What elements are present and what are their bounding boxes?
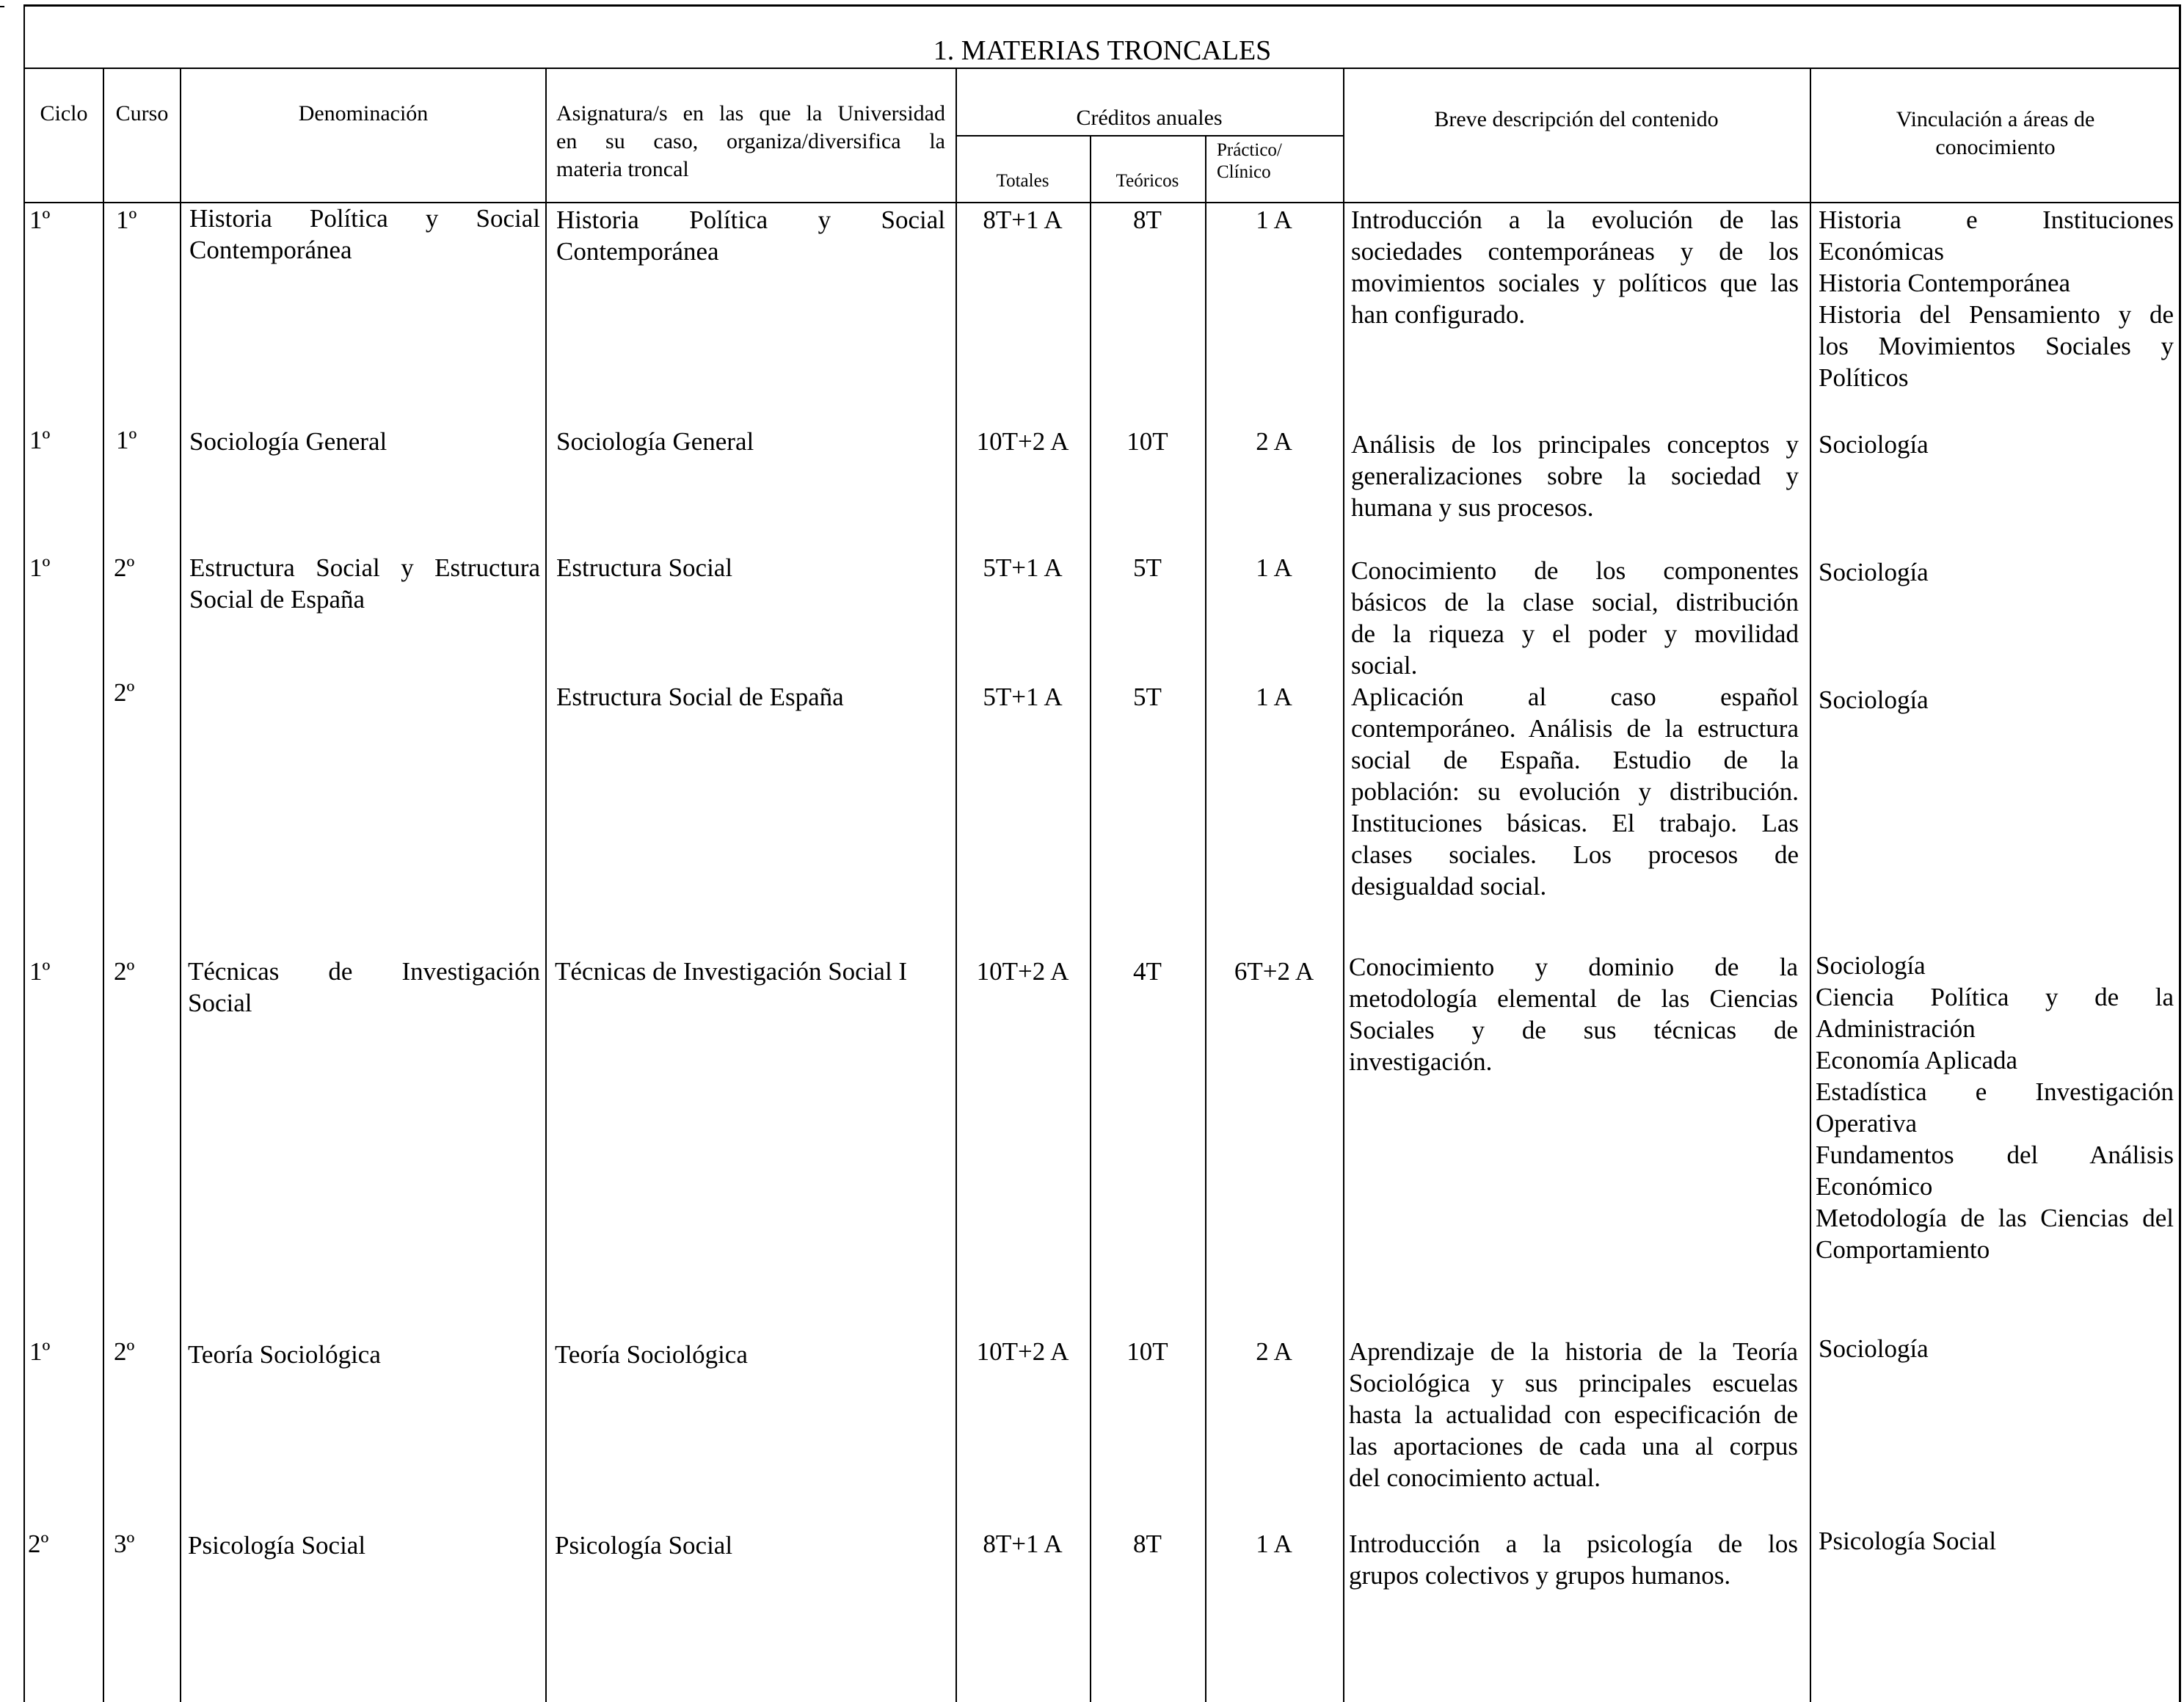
cell-practico: 2 A bbox=[1256, 427, 1292, 456]
header-ciclo: Ciclo bbox=[40, 101, 88, 126]
cell-teoricos: 8T bbox=[1133, 206, 1162, 234]
cell-vinculacion bbox=[1819, 1525, 2174, 1557]
cell-ciclo: 1º bbox=[29, 426, 51, 454]
cell-line: Estructura Social de España bbox=[556, 683, 844, 711]
col-line-practico bbox=[1205, 135, 1206, 1702]
cell-line: Historia Política y Social bbox=[189, 204, 540, 233]
cell-totales: 5T+1 A bbox=[983, 683, 1063, 711]
cell-line: Sociales y de sus técnicas de bbox=[1349, 1016, 1798, 1044]
cell-teoricos: 4T bbox=[1133, 957, 1162, 986]
title-rule bbox=[23, 68, 2181, 69]
cell-descripcion bbox=[1349, 1528, 1798, 1591]
cell-line: Políticos bbox=[1819, 363, 1909, 392]
cell-denominacion bbox=[189, 203, 540, 266]
header-vinculacion-line: conocimiento bbox=[1935, 135, 2056, 159]
cell-line: clases sociales. Los procesos de bbox=[1351, 840, 1799, 869]
cell-line: Técnicas de Investigación Social I bbox=[555, 957, 908, 986]
cell-line: de la riqueza y el poder y movilidad bbox=[1351, 619, 1799, 648]
cell-vinculacion bbox=[1819, 429, 2174, 460]
cell-line: desigualdad social. bbox=[1351, 872, 1547, 901]
header-creditos: Créditos anuales bbox=[1076, 106, 1223, 130]
cell-line: Historia e Instituciones bbox=[1819, 206, 2174, 234]
cell-vinculacion bbox=[1816, 950, 2174, 1265]
cell-line: Estructura Social y Estructura bbox=[189, 553, 540, 582]
cell-line: Económicas bbox=[1819, 237, 1945, 266]
header-practico-line: Práctico/ bbox=[1217, 140, 1282, 160]
cell-practico: 1 A bbox=[1256, 553, 1292, 582]
header-asignatura-line: en su caso, organiza/diversifica la bbox=[556, 129, 945, 153]
cell-totales: 10T+2 A bbox=[976, 957, 1069, 986]
cell-line: Análisis de los principales conceptos y bbox=[1351, 430, 1799, 459]
cell-line: Conocimiento de los componentes bbox=[1351, 556, 1799, 585]
cell-totales: 10T+2 A bbox=[976, 427, 1069, 456]
cell-line: sociedades contemporáneas y de los bbox=[1351, 237, 1799, 266]
header-curso: Curso bbox=[115, 101, 169, 126]
header-asignatura-line: Asignatura/s en las que la Universidad bbox=[556, 101, 945, 126]
cell-line: humana y sus procesos. bbox=[1351, 493, 1594, 522]
cell-line: Metodología de las Ciencias del bbox=[1816, 1204, 2174, 1232]
cell-line: Administración bbox=[1816, 1014, 1976, 1043]
section-title: 1. MATERIAS TRONCALES bbox=[933, 35, 1272, 66]
cell-curso: 2º bbox=[114, 1337, 135, 1366]
cell-asignatura bbox=[556, 204, 945, 267]
cell-line: Psicología Social bbox=[1819, 1527, 1997, 1555]
cell-line: Económico bbox=[1816, 1172, 1933, 1201]
cell-teoricos: 5T bbox=[1133, 683, 1162, 711]
cell-asignatura bbox=[555, 1530, 944, 1561]
cell-line: Comportamiento bbox=[1816, 1235, 1990, 1264]
cell-line: los Movimientos Sociales y bbox=[1819, 332, 2174, 360]
cell-descripcion bbox=[1349, 951, 1798, 1077]
margin-mark bbox=[0, 6, 4, 7]
cell-line: social de España. Estudio de la bbox=[1351, 746, 1799, 774]
cell-line: Psicología Social bbox=[555, 1531, 733, 1560]
cell-line: Sociología General bbox=[189, 427, 387, 456]
cell-line: Teoría Sociológica bbox=[555, 1340, 748, 1369]
cell-curso: 2º bbox=[114, 553, 135, 582]
cell-line: Contemporánea bbox=[189, 236, 352, 264]
col-line-asignatura bbox=[545, 68, 547, 1702]
cell-line: movimientos sociales y políticos que las bbox=[1351, 269, 1799, 297]
cell-line: Economía Aplicada bbox=[1816, 1046, 2018, 1074]
cell-line: metodología elemental de las Ciencias bbox=[1349, 984, 1798, 1013]
col-line-denominacion bbox=[180, 68, 181, 1702]
cell-line: Historia Contemporánea bbox=[1819, 269, 2071, 297]
cell-line: Estadística e Investigación bbox=[1816, 1077, 2174, 1106]
cell-practico: 1 A bbox=[1256, 683, 1292, 711]
cell-practico: 2 A bbox=[1256, 1337, 1292, 1366]
creditos-rule bbox=[956, 135, 1343, 137]
cell-asignatura bbox=[555, 1339, 944, 1370]
cell-denominacion bbox=[189, 426, 540, 457]
cell-teoricos: 10T bbox=[1126, 1337, 1168, 1366]
cell-line: Conocimiento y dominio de la bbox=[1349, 953, 1798, 981]
cell-line: básicos de la clase social, distribución bbox=[1351, 588, 1799, 617]
cell-line: Ciencia Política y de la bbox=[1816, 983, 2174, 1011]
col-line-teoricos bbox=[1090, 135, 1091, 1702]
cell-line: Historia Política y Social bbox=[556, 206, 945, 234]
cell-asignatura bbox=[556, 552, 945, 583]
col-line-descripcion bbox=[1343, 68, 1344, 1702]
cell-totales: 5T+1 A bbox=[983, 553, 1063, 582]
header-asignatura-line: materia troncal bbox=[556, 157, 689, 181]
cell-line: hasta la actualidad con especificación de bbox=[1349, 1400, 1798, 1429]
header-descripcion: Breve descripción del contenido bbox=[1434, 107, 1719, 131]
cell-teoricos: 8T bbox=[1133, 1530, 1162, 1558]
cell-denominacion bbox=[189, 552, 540, 615]
cell-curso: 3º bbox=[114, 1530, 135, 1558]
cell-line: las aportaciones de cada una al corpus bbox=[1349, 1432, 1798, 1461]
cell-descripcion bbox=[1351, 204, 1799, 330]
cell-ciclo: 1º bbox=[29, 206, 51, 234]
cell-line: Fundamentos del Análisis bbox=[1816, 1141, 2174, 1169]
cell-line: Sociología bbox=[1819, 1334, 1929, 1363]
cell-line: Teoría Sociológica bbox=[188, 1340, 381, 1369]
cell-line: social. bbox=[1351, 651, 1418, 680]
cell-line: investigación. bbox=[1349, 1047, 1493, 1076]
cell-line: población: su evolución y distribución. bbox=[1351, 777, 1799, 806]
cell-ciclo: 1º bbox=[29, 1337, 51, 1366]
cell-line: Sociología General bbox=[556, 427, 754, 456]
cell-line: Operativa bbox=[1816, 1109, 1917, 1138]
cell-descripcion bbox=[1351, 681, 1799, 902]
cell-vinculacion bbox=[1819, 684, 2174, 716]
cell-line: generalizaciones sobre la sociedad y bbox=[1351, 462, 1799, 490]
cell-denominacion bbox=[188, 956, 540, 1019]
cell-line: Psicología Social bbox=[188, 1531, 366, 1560]
header-practico-line: Clínico bbox=[1217, 162, 1271, 182]
col-line-curso bbox=[103, 68, 104, 1702]
cell-curso: 1º bbox=[116, 206, 137, 234]
cell-line: Contemporánea bbox=[556, 237, 719, 266]
cell-descripcion bbox=[1351, 429, 1799, 523]
cell-line: han configurado. bbox=[1351, 300, 1526, 329]
cell-totales: 10T+2 A bbox=[976, 1337, 1069, 1366]
cell-descripcion bbox=[1351, 555, 1799, 681]
cell-curso: 2º bbox=[114, 957, 135, 986]
header-totales: Totales bbox=[996, 171, 1049, 191]
cell-asignatura bbox=[556, 681, 945, 713]
cell-line: grupos colectivos y grupos humanos. bbox=[1349, 1561, 1731, 1590]
cell-line: Social bbox=[188, 989, 252, 1017]
cell-line: Sociología bbox=[1819, 430, 1929, 459]
cell-ciclo: 1º bbox=[29, 553, 51, 582]
cell-ciclo: 2º bbox=[28, 1530, 49, 1558]
cell-line: del conocimiento actual. bbox=[1349, 1463, 1601, 1492]
cell-practico: 1 A bbox=[1256, 1530, 1292, 1558]
header-denominacion: Denominación bbox=[298, 101, 429, 126]
cell-totales: 8T+1 A bbox=[983, 1530, 1063, 1558]
cell-asignatura bbox=[556, 426, 945, 457]
cell-line: Sociología bbox=[1819, 558, 1929, 586]
cell-line: Técnicas de Investigación bbox=[188, 957, 540, 986]
cell-ciclo: 1º bbox=[29, 957, 51, 986]
header-teoricos: Teóricos bbox=[1115, 171, 1179, 191]
cell-vinculacion bbox=[1819, 556, 2174, 588]
cell-denominacion bbox=[188, 1339, 540, 1370]
header-vinculacion-line: Vinculación a áreas de bbox=[1896, 107, 2095, 131]
cell-line: Estructura Social bbox=[556, 553, 733, 582]
col-line-totales bbox=[956, 68, 957, 1702]
header-asignatura bbox=[556, 100, 945, 183]
cell-teoricos: 10T bbox=[1126, 427, 1168, 456]
cell-totales: 8T+1 A bbox=[983, 206, 1063, 234]
cell-curso: 2º bbox=[114, 678, 135, 707]
cell-line: Historia del Pensamiento y de bbox=[1819, 300, 2174, 329]
cell-denominacion bbox=[188, 1530, 540, 1561]
cell-teoricos: 5T bbox=[1133, 553, 1162, 582]
cell-line: Introducción a la evolución de las bbox=[1351, 206, 1799, 234]
cell-line: Introducción a la psicología de los bbox=[1349, 1530, 1798, 1558]
cell-line: Aprendizaje de la historia de la Teoría bbox=[1349, 1337, 1798, 1366]
cell-practico: 6T+2 A bbox=[1234, 957, 1314, 986]
header-practico bbox=[1217, 139, 1342, 183]
cell-curso: 1º bbox=[116, 426, 137, 454]
cell-line: Social de España bbox=[189, 585, 365, 614]
cell-vinculacion bbox=[1819, 1333, 2174, 1364]
cell-line: Sociología bbox=[1819, 685, 1929, 714]
cell-line: contemporáneo. Análisis de la estructura bbox=[1351, 714, 1799, 743]
cell-practico: 1 A bbox=[1256, 206, 1292, 234]
cell-line: Sociológica y sus principales escuelas bbox=[1349, 1369, 1798, 1397]
cell-line: Instituciones básicas. El trabajo. Las bbox=[1351, 809, 1799, 837]
cell-vinculacion bbox=[1819, 204, 2174, 393]
cell-line: Aplicación al caso español bbox=[1351, 683, 1799, 711]
col-line-vinculacion bbox=[1810, 68, 1811, 1702]
header-vinculacion bbox=[1810, 106, 2181, 161]
cell-descripcion bbox=[1349, 1336, 1798, 1494]
cell-line: Sociología bbox=[1816, 951, 1926, 980]
cell-asignatura bbox=[555, 956, 944, 987]
